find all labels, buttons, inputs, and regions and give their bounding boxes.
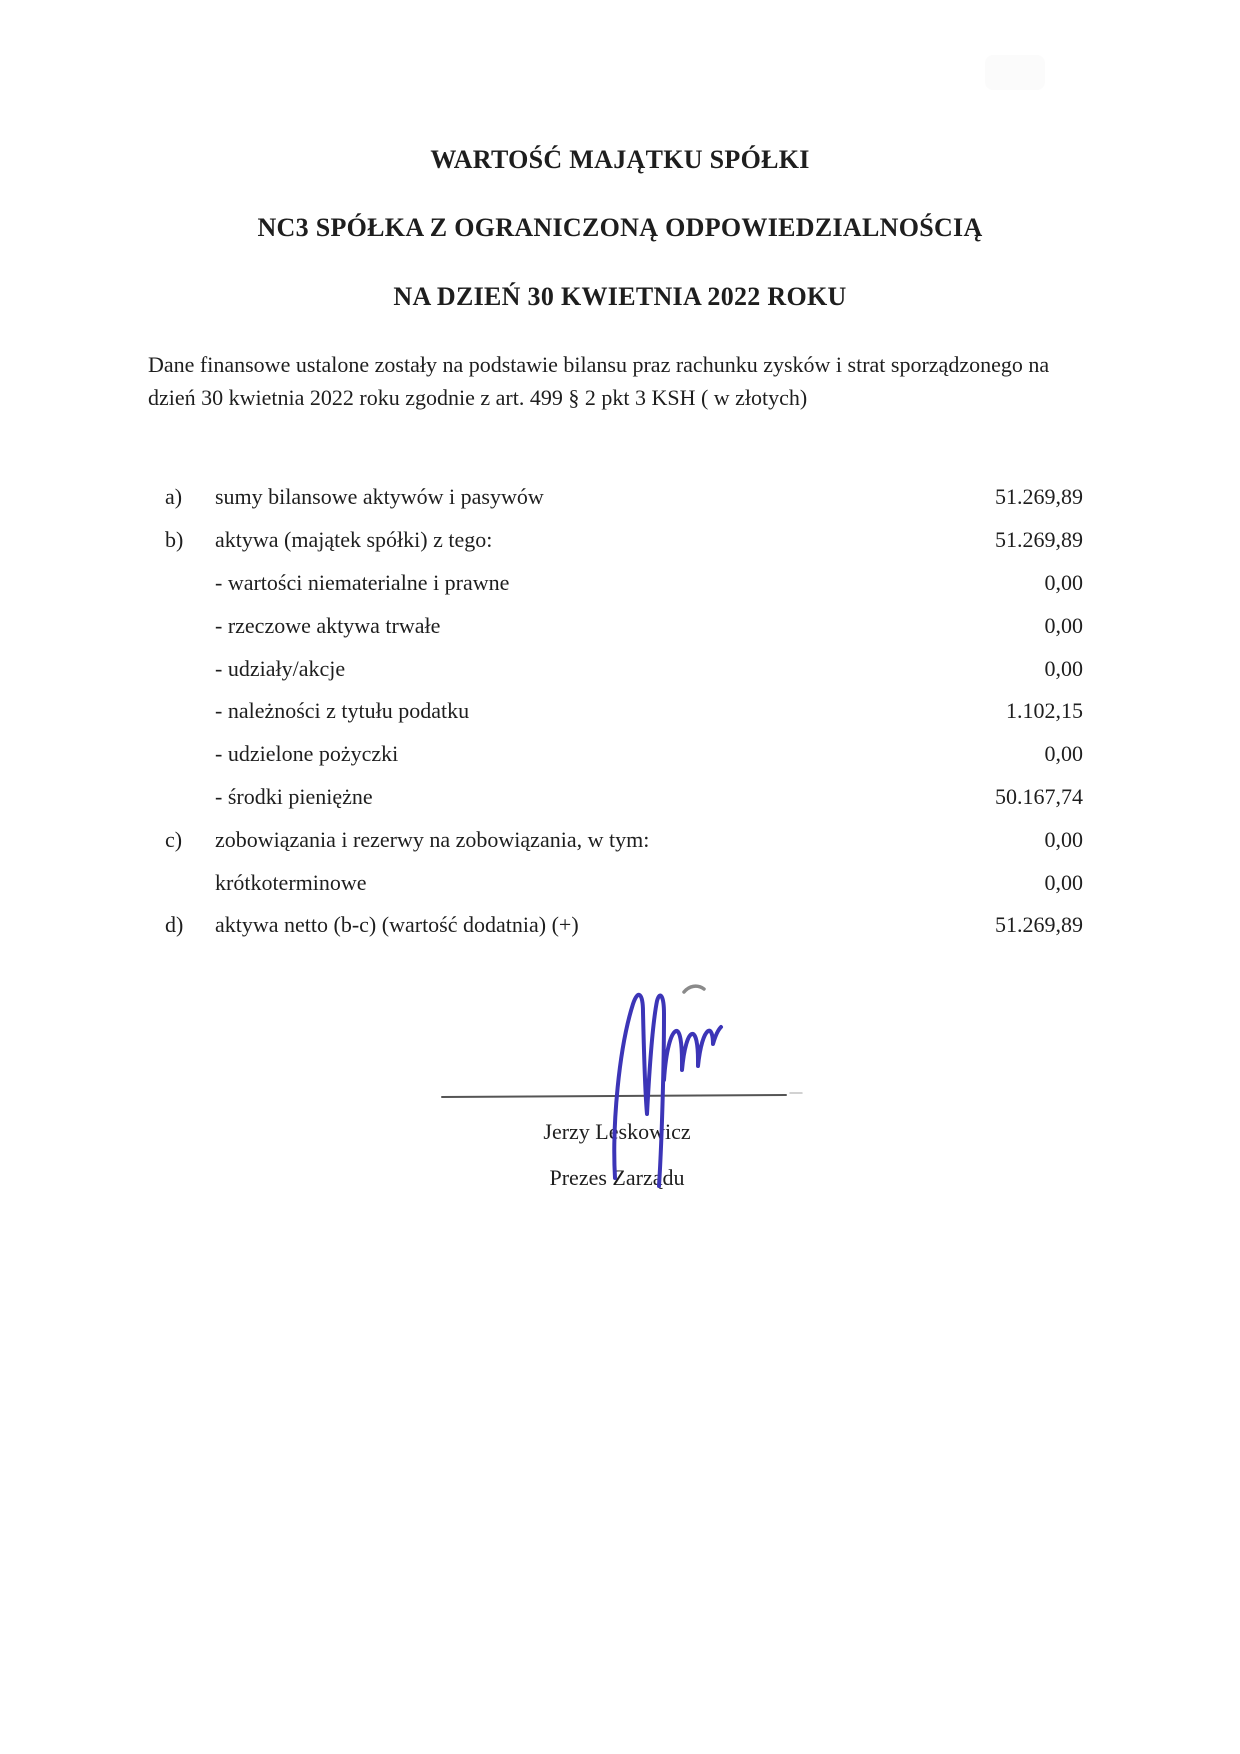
intro-paragraph xyxy=(148,348,1148,414)
row-value: 1.102,15 xyxy=(1006,698,1083,724)
row-value: 0,00 xyxy=(1044,826,1083,852)
row-value: 0,00 xyxy=(1044,569,1083,595)
row-value: 0,00 xyxy=(1044,741,1083,767)
row-label: - rzeczowe aktywa trwałe xyxy=(215,612,441,638)
row-marker: c) xyxy=(165,826,183,852)
row-marker: b) xyxy=(165,527,184,553)
table-row xyxy=(165,647,1083,690)
row-marker: a) xyxy=(165,484,183,510)
row-label: - udzielone pożyczki xyxy=(215,741,399,767)
row-label: aktywa netto (b-c) (wartość dodatnia) (+) xyxy=(215,912,579,938)
row-label: - środki pieniężne xyxy=(215,783,373,809)
table-row xyxy=(165,476,1083,519)
table-row xyxy=(165,861,1083,904)
document-title-line1: WARTOŚĆ MAJĄTKU SPÓŁKI xyxy=(430,145,810,174)
scan-smudge xyxy=(985,55,1045,90)
row-marker: d) xyxy=(165,912,184,938)
intro-line-2: dzień 30 kwietnia 2022 roku zgodnie z art. 499 § 2 pkt 3 KSH ( w złotych) xyxy=(148,385,808,410)
row-label: aktywa (majątek spółki) z tego: xyxy=(215,527,493,553)
row-value: 0,00 xyxy=(1044,869,1083,895)
row-label: - należności z tytułu podatku xyxy=(215,698,470,724)
document-title-line3: NA DZIEŃ 30 KWIETNIA 2022 ROKU xyxy=(393,282,847,311)
signatory-role: Prezes Zarządu xyxy=(549,1165,685,1190)
signature-graphic xyxy=(430,975,810,1195)
row-label: - udziały/akcje xyxy=(215,655,346,681)
row-value: 51.269,89 xyxy=(995,527,1083,553)
signature-line xyxy=(442,1095,786,1097)
pencil-mark xyxy=(684,986,704,992)
intro-line-1: Dane finansowe ustalone zostały na podstawie bilansu praz rachunku zysków i strat sporządzonego na xyxy=(148,352,1050,377)
row-value: 0,00 xyxy=(1044,612,1083,638)
document-title-line2: NC3 SPÓŁKA Z OGRANICZONĄ ODPOWIEDZIALNOŚCIĄ xyxy=(257,213,983,242)
row-label: - wartości niematerialne i prawne xyxy=(215,569,510,595)
row-label: sumy bilansowe aktywów i pasywów xyxy=(215,484,544,510)
row-value: 0,00 xyxy=(1044,655,1083,681)
row-label: zobowiązania i rezerwy na zobowiązania, w tym: xyxy=(215,826,650,852)
row-value: 50.167,74 xyxy=(995,783,1083,809)
table-row xyxy=(165,818,1083,861)
signatory-name: Jerzy Leskowicz xyxy=(543,1119,691,1144)
table-row xyxy=(165,604,1083,647)
row-label: krótkoterminowe xyxy=(215,869,367,895)
table-row xyxy=(165,562,1083,605)
financial-table xyxy=(165,476,1083,947)
row-value: 51.269,89 xyxy=(995,484,1083,510)
table-row xyxy=(165,690,1083,733)
table-row xyxy=(165,904,1083,947)
signature-ink xyxy=(614,995,721,1186)
table-row xyxy=(165,733,1083,776)
table-row xyxy=(165,519,1083,562)
table-row xyxy=(165,776,1083,819)
row-value: 51.269,89 xyxy=(995,912,1083,938)
